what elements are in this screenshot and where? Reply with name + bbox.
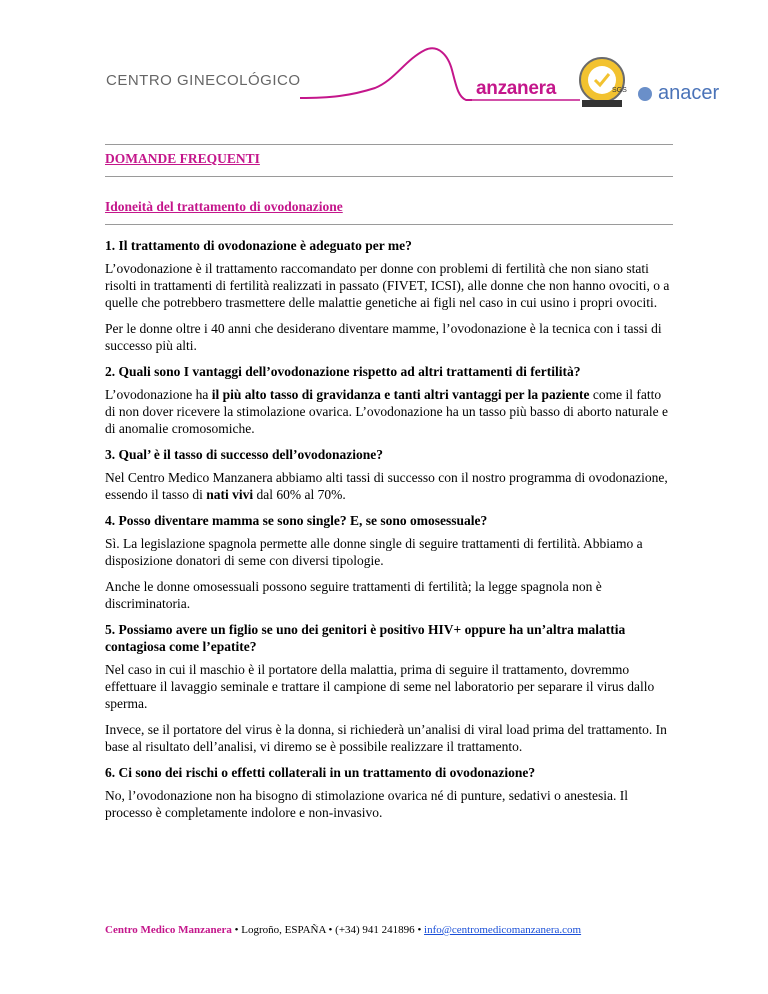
question-6: 6. Ci sono dei rischi o effetti collaterali in un trattamento di ovodonazione? [105, 765, 536, 780]
page-title: DOMANDE FREQUENTI [105, 151, 260, 166]
footer-sep: • [414, 924, 425, 936]
footer-sep: • Logroño, ESPAÑA • [231, 924, 336, 936]
logo-word: anzanera [476, 78, 556, 99]
brand-text: CENTRO GINECOLÓGICO [106, 72, 301, 89]
page-header [0, 0, 768, 120]
document-body [105, 144, 673, 830]
answer-1-para-2: Per le donne oltre i 40 anni che desiderano diventare mamme, l’ovodonazione è la tecnica con i tassi di successo più alti. [105, 321, 662, 353]
answer-1-para-1: L’ovodonazione è il trattamento raccomandato per donne con problemi di fertilità che non siano stati risolti in trattamenti di fertilità realizzati in passato (FIVET, ICSI), alle donne che non hanno ovociti, o a quelle che potrebbero trasmettere delle malattie genetiche ai figli nel caso in cui usino i propri ovociti. [105, 261, 670, 310]
question-3: 3. Qual’ è il tasso di successo dell’ovodonazione? [105, 447, 384, 462]
question-2: 2. Quali sono I vantaggi dell’ovodonazione rispetto ad altri trattamenti di fertilità? [105, 364, 581, 379]
footer-email-link[interactable]: info@centromedicomanzanera.com [424, 924, 582, 936]
seal-label: SGS [612, 87, 627, 94]
divider [105, 224, 673, 225]
sgs-certification-seal-icon [574, 56, 630, 108]
question-4: 4. Posso diventare mamma se sono single? E, se sono omosessuale? [105, 513, 488, 528]
answer-3: Nel Centro Medico Manzanera abbiamo alti tassi di successo con il nostro programma di ovodonazione, essendo il tasso di nati vivi dal 60% al 70%. [105, 470, 668, 502]
anacer-dot-icon [638, 87, 652, 101]
answer-6: No, l’ovodonazione non ha bisogno di stimolazione ovarica né di punture, sedativi o anestesia. Il processo è completamente indolore e non-invasivo. [105, 788, 628, 820]
page-footer [105, 924, 581, 936]
anacer-logo [638, 82, 719, 105]
answer-4-para-2: Anche le donne omosessuali possono seguire trattamenti di fertilità; la legge spagnola non è discriminatoria. [105, 579, 602, 611]
question-1: 1. Il trattamento di ovodonazione è adeguato per me? [105, 238, 412, 253]
section-title: Idoneità del trattamento di ovodonazione [105, 199, 343, 214]
answer-5-para-1: Nel caso in cui il maschio è il portatore della malattia, prima di seguire il trattamento, dovremmo effettuare il lavaggio seminale e trattare il campione di seme nel laboratorio per separare il virus dallo sperma. [105, 662, 655, 711]
question-5: 5. Possiamo avere un figlio se uno dei genitori è positivo HIV+ oppure ha un’altra malattia contagiosa come l’epatite? [105, 622, 626, 654]
answer-4-para-1: Sì. La legislazione spagnola permette alle donne single di seguire trattamenti di fertilità. Abbiamo a disposizione donatori di seme con diversi tipologie. [105, 536, 643, 568]
answer-2: L’ovodonazione ha il più alto tasso di gravidanza e tanti altri vantaggi per la paziente come il fatto di non dover ricevere la stimolazione ovarica. L’ovodonazione ha un tasso più basso di aborto naturale e di anomalie cromosomiche. [105, 387, 668, 436]
answer-5-para-2: Invece, se il portatore del virus è la donna, si richiederà un’analisi di viral load prima del trattamento. In base al risultato dell’analisi, vi diremo se è possibile realizzare il trattamento. [105, 722, 667, 754]
anacer-text: anacer [658, 82, 720, 104]
footer-phone: (+34) 941 241896 [335, 924, 415, 936]
footer-name: Centro Medico Manzanera [105, 924, 232, 936]
